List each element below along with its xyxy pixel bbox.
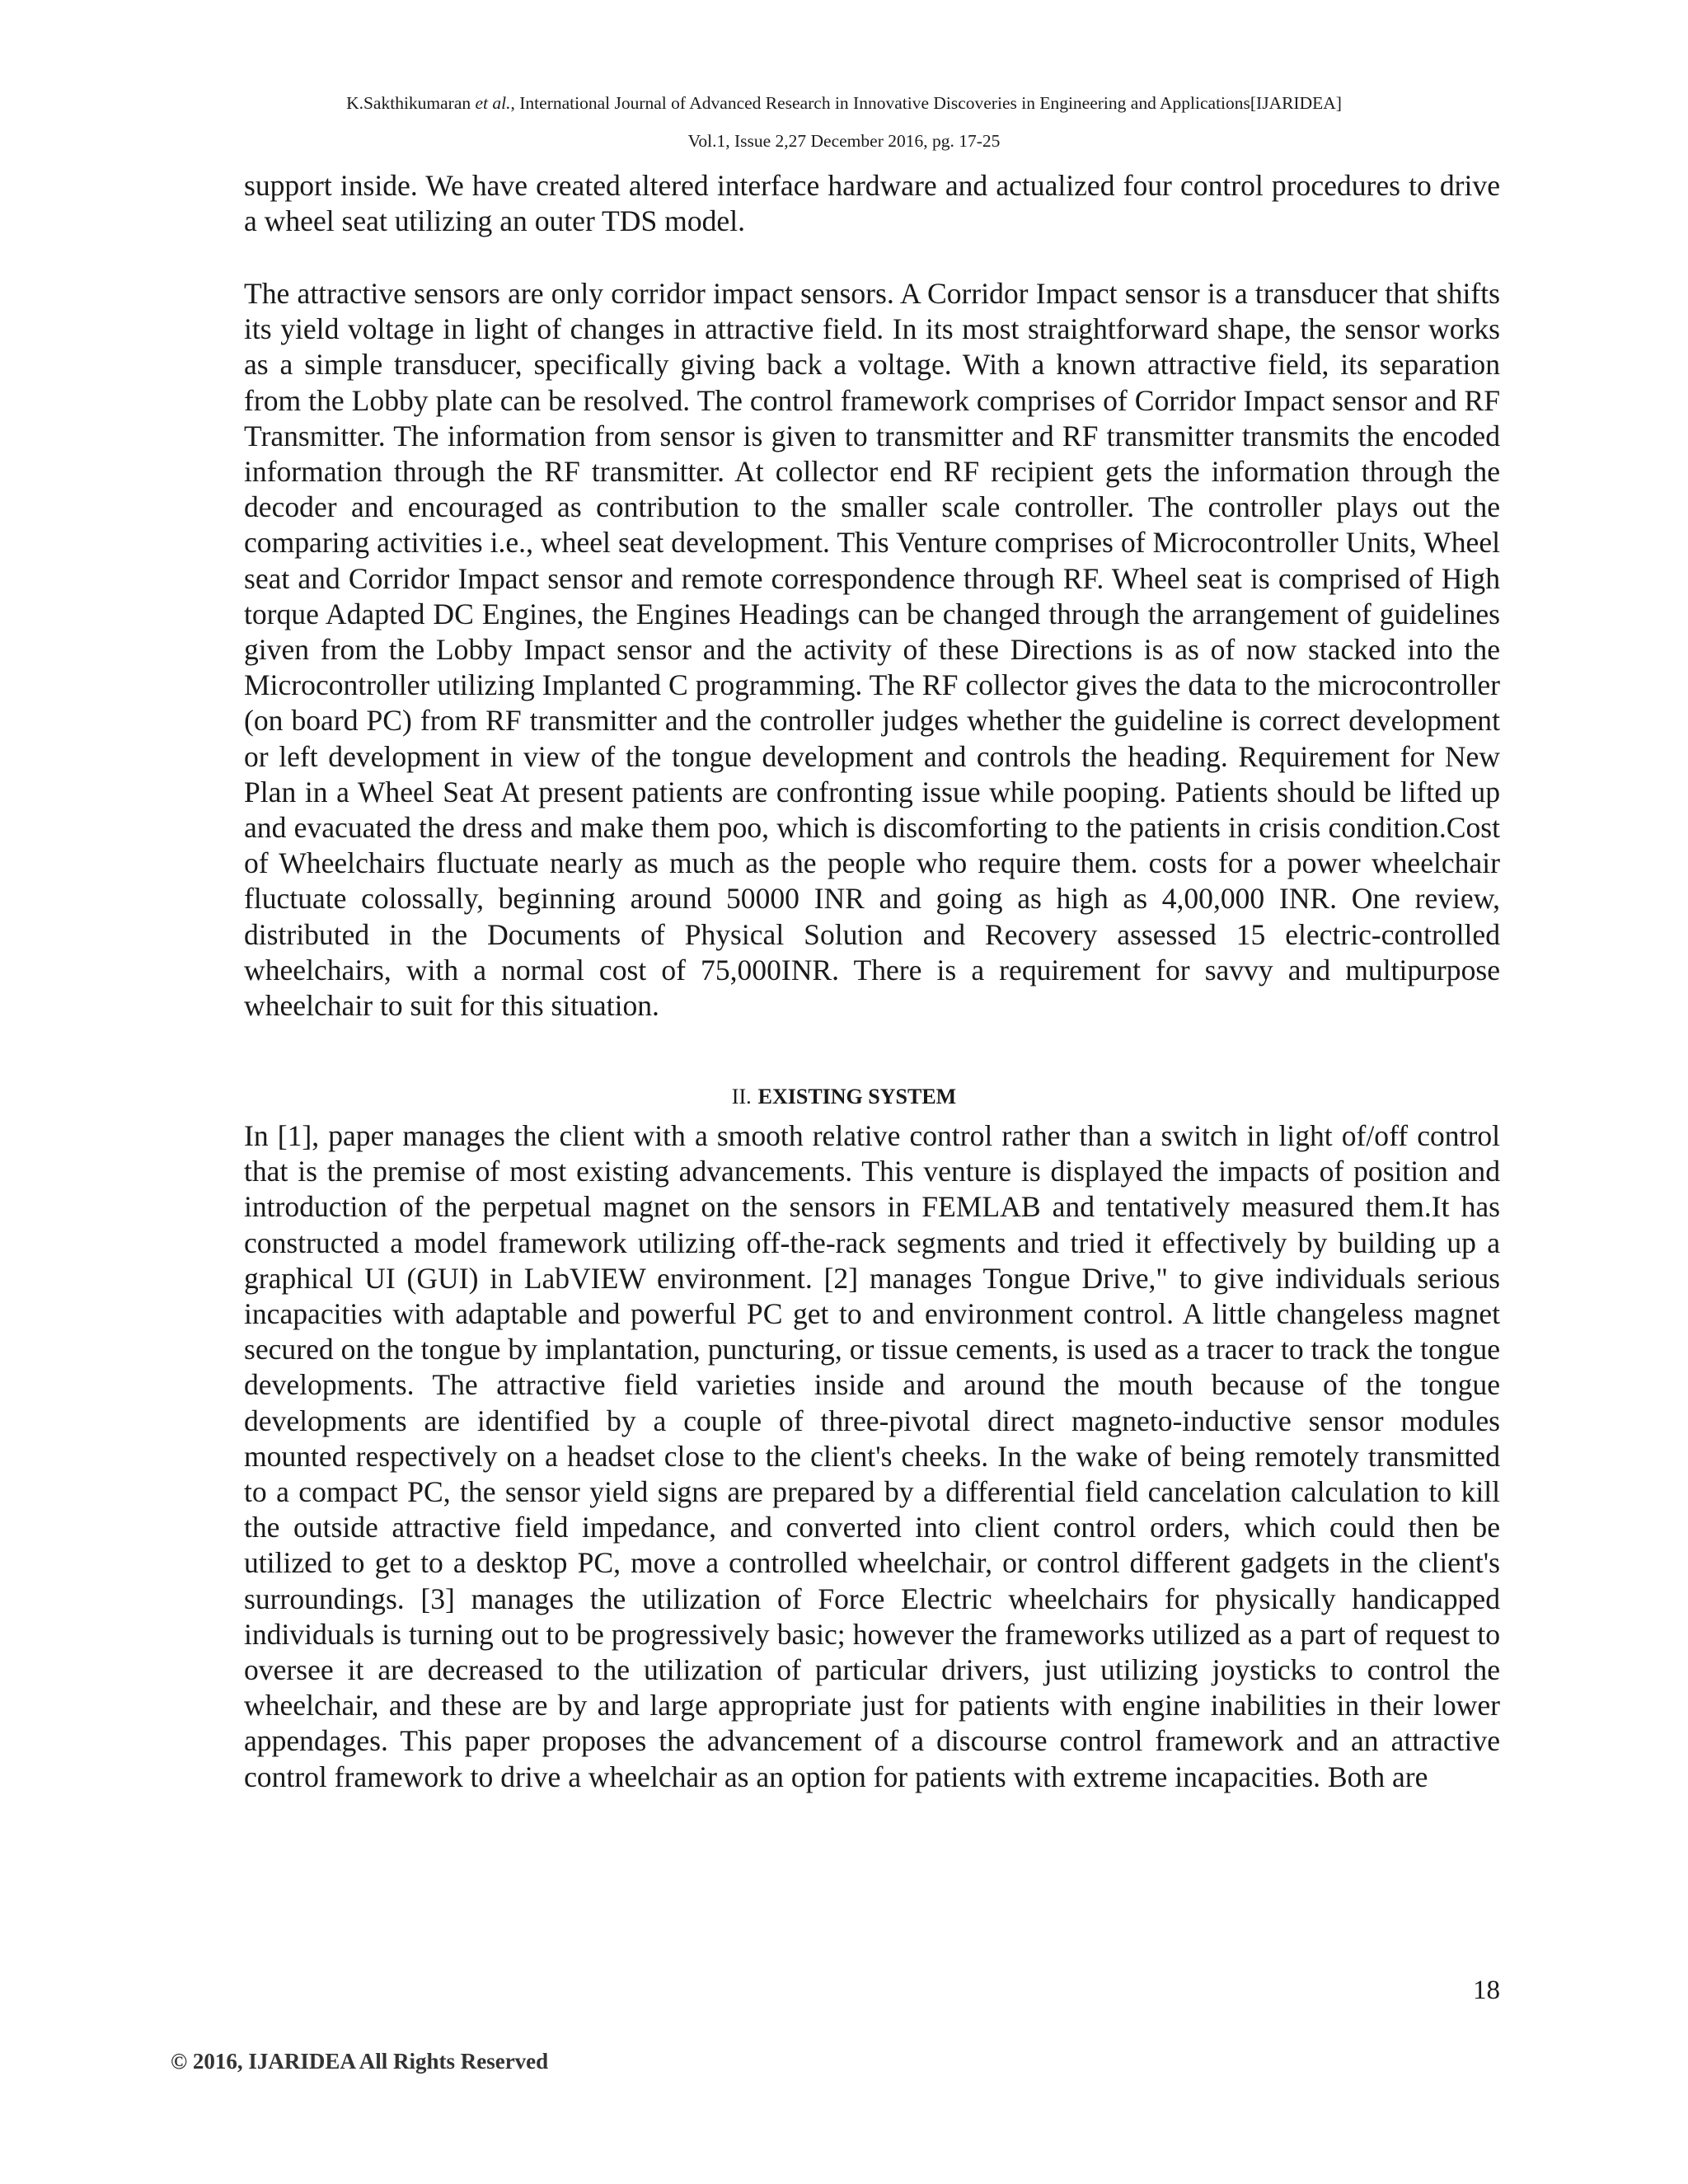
running-header-citation [0, 92, 1688, 114]
copyright-footer: © 2016, IJARIDEA All Rights Reserved [171, 2049, 549, 2074]
header-journal: , International Journal of Advanced Research in Innovative Discoveries in Engineering and Applications[IJARIDEA] [510, 93, 1342, 113]
paragraph-1: support inside. We have created altered interface hardware and actualized four control procedures to drive a wheel seat utilizing an outer TDS model. [244, 169, 1500, 238]
paragraph-3: In [1], paper manages the client with a smooth relative control rather than a switch in light of/off control that is the premise of most existing advancements. This venture is displayed the impacts of position and introduction of the perpetual magnet on the sensors in FEMLAB and tentatively measured them.It has constructed a model framework utilizing off-the-rack segments and tried it effectively by building up a graphical UI (GUI) in LabVIEW environment. [2] manages Tongue Drive," to give individuals serious incapacities with adaptable and powerful PC get to and environment control. A little changeless magnet secured on the tongue by implantation, puncturing, or tissue cements, is used as a tracer to track the tongue developments. The attractive field varieties inside and around the mouth because of the tongue developments are identified by a couple of three-pivotal direct magneto-inductive sensor modules mounted respectively on a headset close to the client's cheeks. In the wake of being remotely transmitted to a compact PC, the sensor yield signs are prepared by a differential field cancelation calculation to kill the outside attractive field impedance, and converted into client control orders, which could then be utilized to get to a desktop PC, move a controlled wheelchair, or control different gadgets in the client's surroundings. [3] manages the utilization of Force Electric wheelchairs for physically handicapped individuals is turning out to be progressively basic; however the frameworks utilized as a part of request to oversee it are decreased to the utilization of particular drivers, just utilizing joysticks to control the wheelchair, and these are by and large appropriate just for patients with engine inabilities in their lower appendages. This paper proposes the advancement of a discourse control framework and an attractive control framework to drive a wheelchair as an option for patients with extreme incapacities. Both are [244, 1119, 1500, 1793]
paragraph-sensors [244, 276, 1500, 1024]
section-heading-existing-system [0, 1085, 1688, 1109]
running-header-volume: Vol.1, Issue 2,27 December 2016, pg. 17-25 [687, 131, 1001, 151]
paragraph-existing-system [244, 1118, 1500, 1795]
page-number: 18 [1473, 1975, 1500, 2005]
section-title: EXISTING SYSTEM [757, 1085, 957, 1108]
paragraph-continuation [244, 168, 1500, 239]
header-authors: K.Sakthikumaran [346, 93, 476, 113]
header-et-al: et al. [475, 93, 511, 113]
paragraph-2: The attractive sensors are only corridor impact sensors. A Corridor Impact sensor is a transducer that shifts its yield voltage in light of changes in attractive field. In its most straightforward shape, the sensor works as a simple transducer, specifically giving back a voltage. With a known attractive field, its separation from the Lobby plate can be resolved. The control framework comprises of Corridor Impact sensor and RF Transmitter. The information from sensor is given to transmitter and RF transmitter transmits the encoded information through the RF transmitter. At collector end RF recipient gets the information through the decoder and encouraged as contribution to the smaller scale controller. The controller plays out the comparing activities i.e., wheel seat development. This Venture comprises of Microcontroller Units, Wheel seat and Corridor Impact sensor and remote correspondence through RF. Wheel seat is comprised of High torque Adapted DC Engines, the Engines Headings can be changed through the arrangement of guidelines given from the Lobby Impact sensor and the activity of these Directions is as of now stacked into the Microcontroller utilizing Implanted C programming. The RF collector gives the data to the microcontroller (on board PC) from RF transmitter and the controller judges whether the guideline is correct development or left development in view of the tongue development and controls the heading. Requirement for New Plan in a Wheel Seat At present patients are confronting issue while pooping. Patients should be lifted up and evacuated the dress and make them poo, which is discomforting to the patients in crisis condition.Cost of Wheelchairs fluctuate nearly as much as the people who require them. costs for a power wheelchair fluctuate colossally, beginning around 50000 INR and going as high as 4,00,000 INR. One review, distributed in the Documents of Physical Solution and Recovery assessed 15 electric-controlled wheelchairs, with a normal cost of 75,000INR. There is a requirement for savvy and multipurpose wheelchair to suit for this situation. [244, 277, 1500, 1023]
section-number: II. [731, 1085, 752, 1108]
